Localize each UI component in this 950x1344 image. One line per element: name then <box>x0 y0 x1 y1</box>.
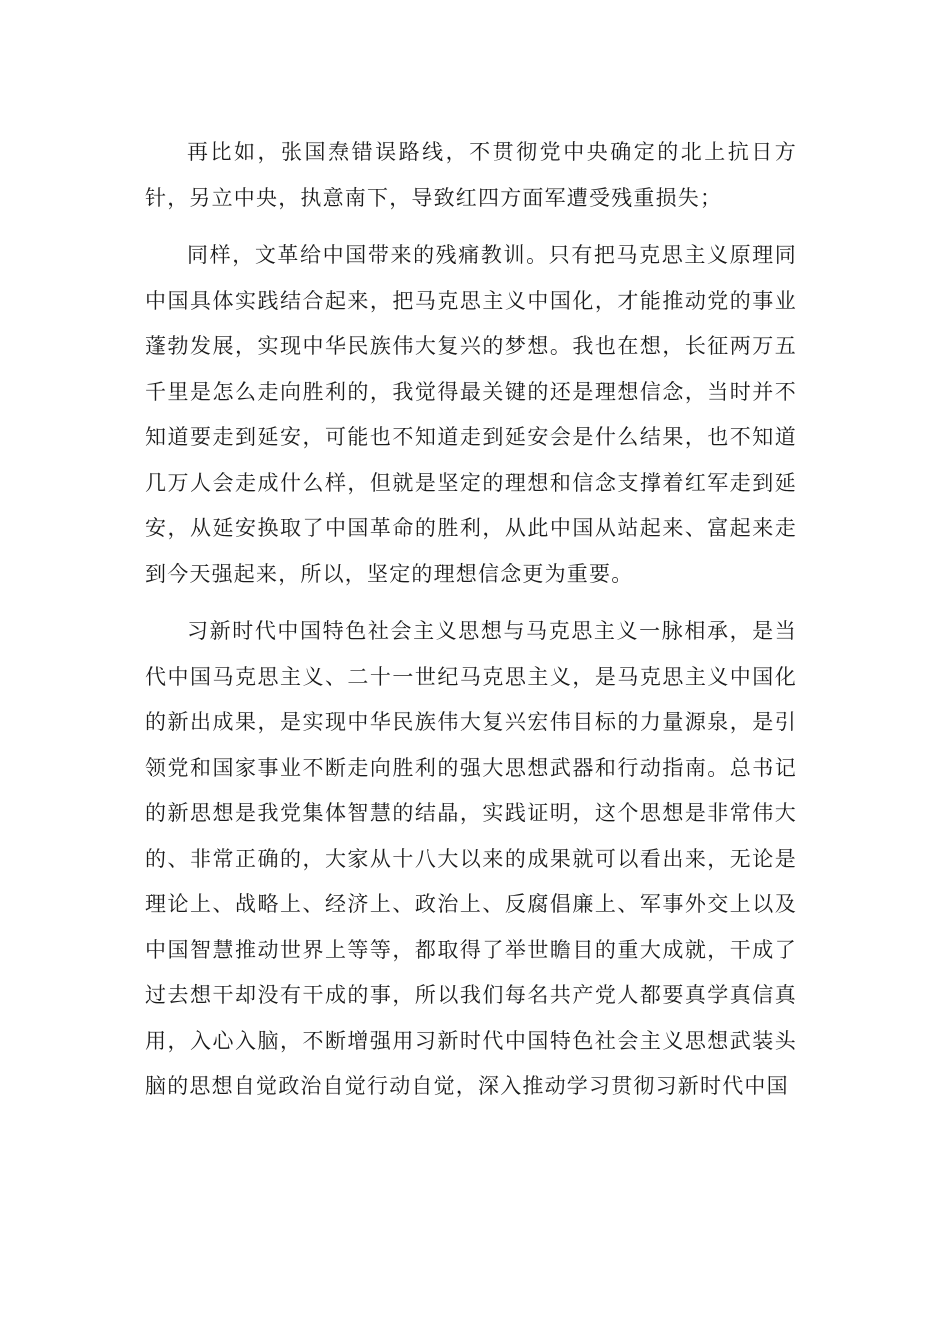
paragraph-1: 再比如，张国焘错误路线，不贯彻党中央确定的北上抗日方针，另立中央，执意南下，导致红四方面军遭受残重损失； <box>145 140 797 210</box>
paragraph-3: 习新时代中国特色社会主义思想与马克思主义一脉相承，是当代中国马克思主义、二十一世纪马克思主义，是马克思主义中国化的新出成果，是实现中华民族伟大复兴宏伟目标的力量源泉，是引领党和国家事业不断走向胜利的强大思想武器和行动指南。总书记的新思想是我党集体智慧的结晶，实践证明，这个思想是非常伟大的、非常正确的，大家从十八大以来的成果就可以看出来，无论是理论上、战略上、经济上、政治上、反腐倡廉上、军事外交上以及中国智慧推动世界上等等，都取得了举世瞻目的重大成就，干成了过去想干却没有干成的事，所以我们每名共产党人都要真学真信真用，入心入脑，不断增强用习新时代中国特色社会主义思想武装头脑的思想自觉政治自觉行动自觉，深入推动学习贯彻习新时代中国 <box>145 619 797 1098</box>
paragraph-2: 同样，文革给中国带来的残痛教训。只有把马克思主义原理同中国具体实践结合起来，把马克思主义中国化，才能推动党的事业蓬勃发展，实现中华民族伟大复兴的梦想。我也在想，长征两万五千里是怎么走向胜利的，我觉得最关键的还是理想信念，当时并不知道要走到延安，可能也不知道走到延安会是什么结果，也不知道几万人会走成什么样，但就是坚定的理想和信念支撑着红军走到延安，从延安换取了中国革命的胜利，从此中国从站起来、富起来走到今天强起来，所以，坚定的理想信念更为重要。 <box>145 243 797 586</box>
document-body <box>145 130 797 1122</box>
